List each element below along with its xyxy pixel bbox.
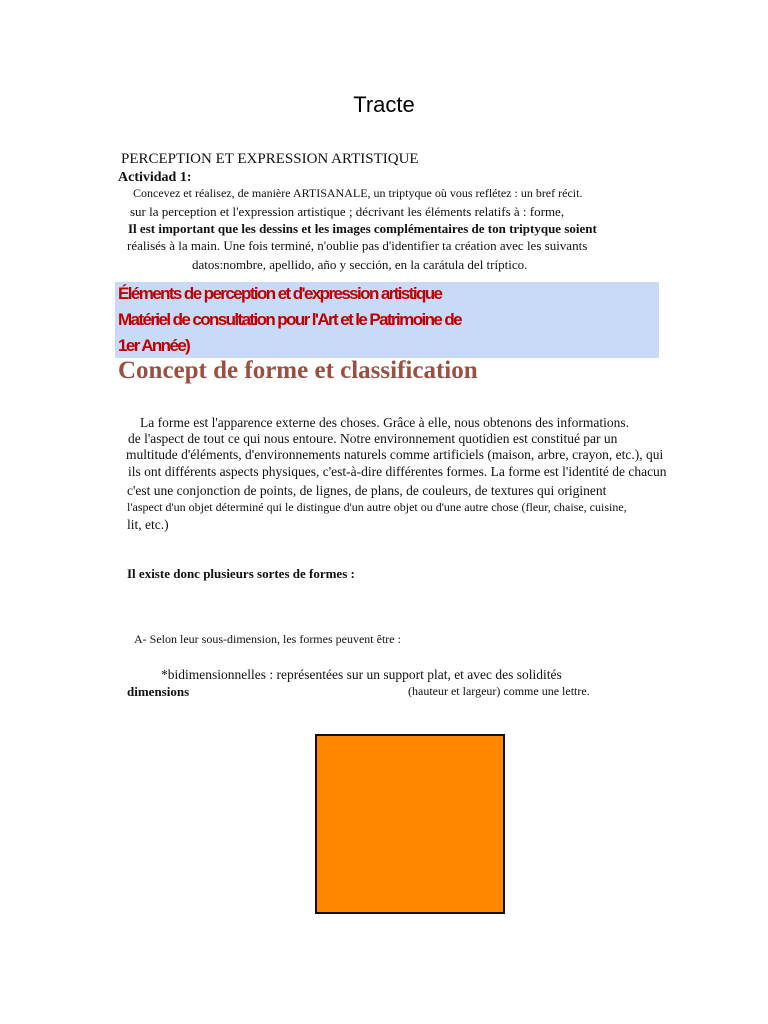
paragraph-line-3: multitude d'éléments, d'environnements naturels comme artificiels (maison, arbre, crayon, etc.), qui — [126, 447, 664, 462]
dimensions-word: dimensions — [127, 684, 190, 699]
section-heading: PERCEPTION ET EXPRESSION ARTISTIQUE — [121, 151, 419, 167]
instruction-line-4: réalisés à la main. Une fois terminé, n'oublie pas d'identifier ta création avec les suivants — [127, 238, 588, 253]
paragraph-line-5: c'est une conjonction de points, de lignes, de plans, de couleurs, de textures qui originent — [127, 483, 607, 498]
instruction-line-5: datos:nombre, apellido, año y sección, en la carátula del tríptico. — [192, 257, 528, 272]
instruction-line-1: Concevez et réalisez, de manière ARTISANALE, un triptyque où vous reflétez : un bref récit. — [133, 186, 583, 200]
paragraph-line-2: de l'aspect de tout ce qui nous entoure. Notre environnement quotidien est constitué par un — [128, 431, 618, 446]
orange-square-shape — [315, 734, 505, 914]
document-title: Tracte — [353, 92, 415, 117]
highlight-banner — [115, 282, 659, 358]
height-width-text: (hauteur et largeur) comme une lettre. — [408, 684, 590, 698]
paragraph-line-7: lit, etc.) — [127, 517, 169, 532]
banner-line-2: Matériel de consultation pour l'Art et le Patrimoine de — [118, 310, 462, 329]
concept-heading: Concept de forme et classification — [118, 357, 478, 384]
activity-label: Actividad 1: — [118, 170, 192, 185]
bidimensional-text: *bidimensionnelles : représentées sur un support plat, et avec des solidités — [161, 667, 562, 682]
instruction-line-3: Il est important que les dessins et les images complémentaires de ton triptyque soient — [128, 221, 597, 236]
paragraph-line-4: ils ont différents aspects physiques, c'est-à-dire différentes formes. La forme est l'identité de chacun — [128, 464, 667, 479]
sub-point-a: A- Selon leur sous-dimension, les formes peuvent être : — [134, 632, 401, 646]
banner-line-1: Éléments de perception et d'expression artistique — [118, 284, 442, 303]
paragraph-line-1: La forme est l'apparence externe des choses. Grâce à elle, nous obtenons des informations. — [140, 415, 629, 430]
forms-intro: Il existe donc plusieurs sortes de formes : — [127, 566, 355, 581]
paragraph-line-6: l'aspect d'un objet déterminé qui le distingue d'un autre objet ou d'une autre chose (fleur, chaise, cuisine, — [127, 500, 627, 514]
banner-line-3: 1er Année) — [118, 336, 190, 355]
instruction-line-2: sur la perception et l'expression artistique ; décrivant les éléments relatifs à : forme, — [130, 204, 565, 219]
